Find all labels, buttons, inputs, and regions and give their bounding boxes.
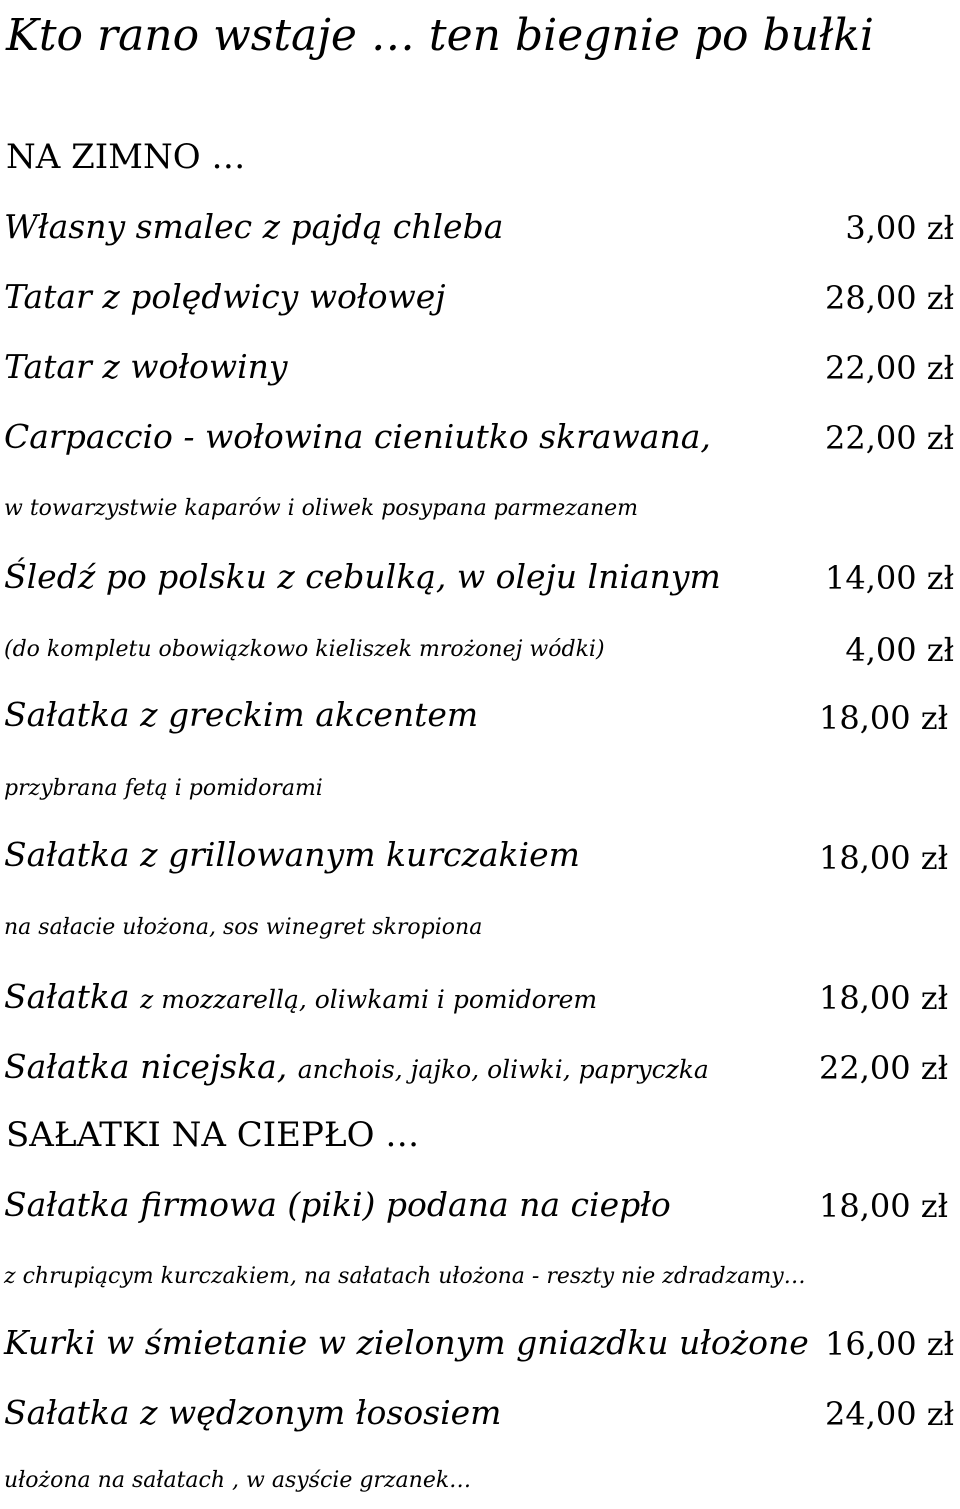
menu-item-kurczak-desc: na sałacie ułożona, sos winegret skropiona (4, 915, 483, 940)
menu-item-kurki-price: 16,00 zł (824, 1325, 954, 1363)
menu-item-losos-name: Sałatka z wędzonym łososiem (4, 1393, 502, 1432)
menu-item-losos-price: 24,00 zł (824, 1395, 954, 1433)
menu-item-wodka-name: (do kompletu obowiązkowo kieliszek mrożonej wódki) (4, 637, 605, 662)
menu-item-tatar-poledwica-price: 28,00 zł (824, 279, 954, 317)
menu-item-grecka-desc: przybrana fetą i pomidorami (4, 776, 323, 801)
menu-item-kurki-name: Kurki w śmietanie w zielonym gniazdku ułożone (4, 1323, 809, 1362)
section-heading-cold: NA ZIMNO … (6, 137, 246, 177)
menu-item-tatar-wolowina-price: 22,00 zł (824, 349, 954, 387)
menu-item-wodka-price: 4,00 zł (845, 631, 954, 669)
menu-item-mozzarella-detail: z mozzarellą, oliwkami i pomidorem (140, 985, 598, 1014)
menu-item-tatar-poledwica-name: Tatar z polędwicy wołowej (4, 277, 446, 316)
menu-item-kurczak-price: 18,00 zł (818, 839, 948, 877)
menu-item-mozzarella-name: Sałatka (4, 977, 130, 1016)
menu-item-nicejska-detail: anchois, jajko, oliwki, papryczka (297, 1055, 709, 1084)
menu-item-firmowa-price: 18,00 zł (818, 1187, 948, 1225)
menu-item-grecka-name: Sałatka z greckim akcentem (4, 695, 479, 734)
menu-item-nicejska-name: Sałatka nicejska, (4, 1047, 288, 1086)
menu-item-sledz-name: Śledź po polsku z cebulką, w oleju lnianym (4, 557, 721, 596)
menu-item-carpaccio-name: Carpaccio - wołowina cieniutko skrawana, (4, 417, 711, 456)
menu-item-nicejska-price: 22,00 zł (818, 1049, 948, 1087)
menu-item-losos-desc: ułożona na sałatach , w asyście grzanek… (4, 1468, 472, 1493)
menu-item-firmowa-name: Sałatka firmowa (piki) podana na ciepło (4, 1185, 671, 1224)
menu-item-sledz-price: 14,00 zł (824, 559, 954, 597)
menu-item-mozzarella-price: 18,00 zł (818, 979, 948, 1017)
menu-item-smalec-price: 3,00 zł (845, 209, 954, 247)
menu-item-carpaccio-price: 22,00 zł (824, 419, 954, 457)
page-title: Kto rano wstaje … ten biegnie po bułki (6, 10, 874, 61)
menu-item-kurczak-name: Sałatka z grillowanym kurczakiem (4, 835, 580, 874)
menu-item-tatar-wolowina-name: Tatar z wołowiny (4, 347, 288, 386)
menu-item-mozzarella (4, 977, 598, 1016)
menu-item-firmowa-desc: z chrupiącym kurczakiem, na sałatach ułożona - reszty nie zdradzamy… (4, 1264, 806, 1289)
menu-item-carpaccio-desc: w towarzystwie kaparów i oliwek posypana parmezanem (4, 496, 639, 521)
menu-item-grecka-price: 18,00 zł (818, 699, 948, 737)
menu-item-smalec-name: Własny smalec z pajdą chleba (4, 207, 504, 246)
section-heading-warm: SAŁATKI NA CIEPŁO … (6, 1115, 420, 1155)
menu-item-nicejska (4, 1047, 709, 1086)
